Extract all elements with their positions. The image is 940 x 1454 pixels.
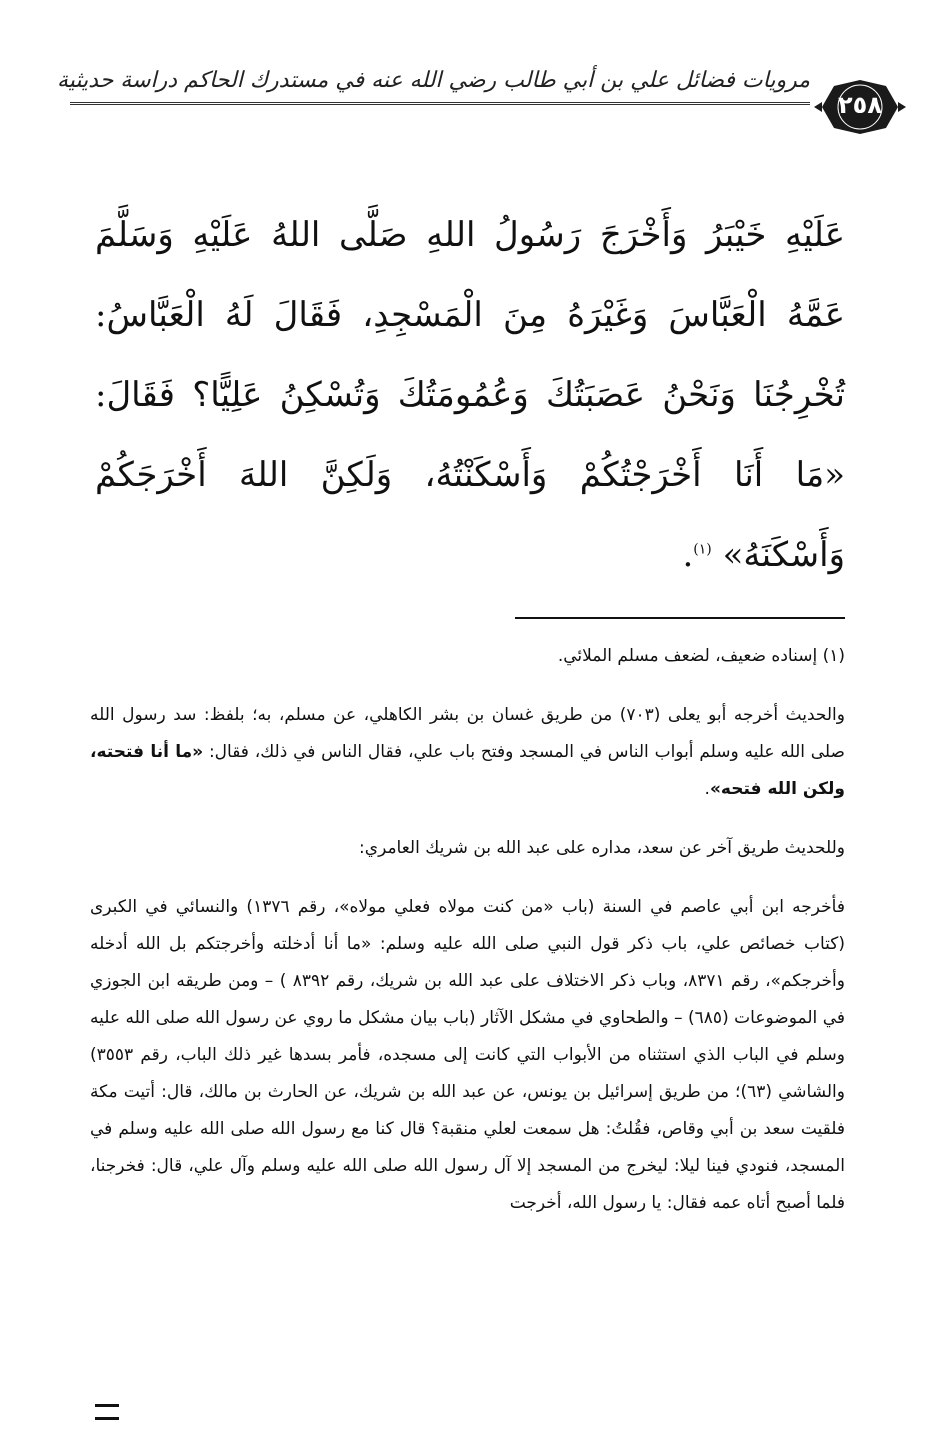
page-number: ٢٥٨ xyxy=(838,91,882,119)
footnote-paragraph-2 xyxy=(90,697,845,808)
main-text: عَلَيْهِ خَيْبَرُ وَأَخْرَجَ رَسُولُ اللهِ صَلَّى اللهُ عَلَيْهِ وَسَلَّمَ عَمَّهُ الْعَبَّاسَ وَغَيْرَهُ مِنَ الْمَسْجِدِ، فَقَالَ لَهُ الْعَبَّاسُ: تُخْرِجُنَا وَنَحْنُ عَصَبَتُكَ وَعُمُومَتُكَ وَتُسْكِنُ عَلِيًّا؟ فَقَالَ: «مَا أَنَا أَخْرَجْتُكُمْ وَأَسْكَنْتُهُ، وَلَكِنَّ اللهَ أَخْرَجَكُمْ وَأَسْكَنَهُ» xyxy=(95,215,845,575)
footnote-reference: (١) xyxy=(693,541,712,558)
page-number-badge xyxy=(814,78,906,136)
main-paragraph: عَلَيْهِ خَيْبَرُ وَأَخْرَجَ رَسُولُ اللهِ صَلَّى اللهُ عَلَيْهِ وَسَلَّمَ عَمَّهُ الْعَبَّاسَ وَغَيْرَهُ مِنَ الْمَسْجِدِ، فَقَالَ لَهُ الْعَبَّاسُ: تُخْرِجُنَا وَنَحْنُ عَصَبَتُكَ وَعُمُومَتُكَ وَتُسْكِنُ عَلِيًّا؟ فَقَالَ: «مَا أَنَا أَخْرَجْتُكُمْ وَأَسْكَنْتُهُ، وَلَكِنَّ اللهَ أَخْرَجَكُمْ وَأَسْكَنَهُ» $^{(١)}$. xyxy=(95,215,845,575)
footnote-1: (١) إسناده ضعيف، لضعف مسلم الملائي. xyxy=(557,646,845,666)
footnote-paragraph-4: فأخرجه ابن أبي عاصم في السنة (باب «من كنت مولاه فعلي مولاه»، رقم ١٣٧٦) والنسائي في الكبرى (كتاب خصائص علي، باب ذكر قول النبي صلى الله عليه وسلم: «ما أنا أدخلته وأخرجتكم بل الله أدخله وأخرجكم»، رقم ٨٣٧١، وباب ذكر الاختلاف على عبد الله بن شريك، رقم ٨٣٩٢ ) – ومن طريقه ابن الجوزي في الموضوعات (٦٨٥) – والطحاوي في مشكل الآثار (باب بيان مشكل ما روي عن رسول الله صلى الله عليه وسلم في الباب الذي استثناه من الأبواب التي كانت إلى مسجده، فأمر بسدها غير ذلك الباب، رقم ٣٥٥٣) والشاشي (٦٣)؛ من طريق إسرائيل بن يونس، عن عبد الله بن شريك، عن الحارث بن مالك، قال: أتيت مكة فلقيت سعد بن أبي وقاص، فقُلتُ: هل سمعت لعلي منقبة؟ قال كنا مع رسول الله صلى الله عليه وسلم في المسجد، فنودي فينا ليلا: ليخرج من المسجد إلا آل رسول الله صلى الله عليه وسلم وآل علي، قال: فخرجنا، فلما أصبح أتاه عمه فقال: يا رسول الله، أخرجت xyxy=(90,897,845,1213)
running-header xyxy=(56,58,920,128)
footnote-separator xyxy=(515,617,845,619)
footnote-paragraph-2-text: والحديث أخرجه أبو يعلى (٧٠٣) من طريق غسان بن بشر الكاهلي، عن مسلم، به؛ بلفظ: سد رسول الله صلى الله عليه وسلم أبواب الناس في المسجد وفتح باب علي، فقال الناس في ذلك، فقال: xyxy=(90,705,845,762)
header-rule xyxy=(70,102,810,105)
footnote-quote: «ما أنا فتحته، ولكن الله فتحه» xyxy=(90,742,845,799)
footnote-paragraph-2-end: . xyxy=(704,779,710,799)
footnotes-section xyxy=(90,638,845,1222)
continuation-marker xyxy=(95,1404,119,1420)
header-title: مرويات فضائل علي بن أبي طالب رضي الله عنه في مستدرك الحاكم دراسة حديثية xyxy=(56,68,810,93)
footnote-paragraph-3: وللحديث طريق آخر عن سعد، مداره على عبد الله بن شريك العامري: xyxy=(359,838,845,858)
